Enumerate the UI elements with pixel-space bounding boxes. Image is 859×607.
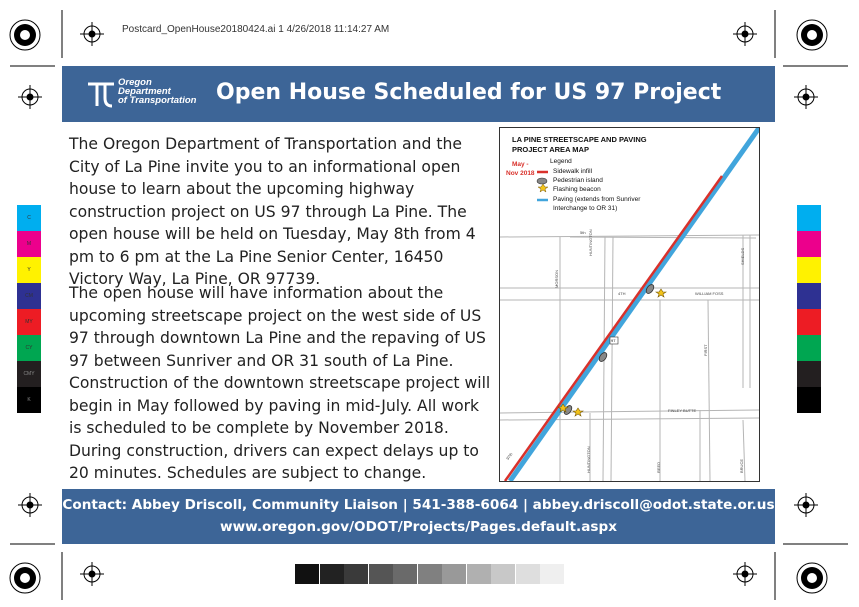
color-swatch bbox=[797, 205, 821, 231]
map-date-line: Nov 2018 bbox=[506, 170, 535, 177]
legend-title: Legend bbox=[550, 158, 572, 165]
gray-step bbox=[320, 564, 344, 584]
legend-item-beacon: Flashing beacon bbox=[553, 186, 601, 194]
street-label: SHIELDS bbox=[740, 247, 745, 265]
street-label: FINLEY BUTTE bbox=[668, 408, 697, 413]
street-label: HUNTINGTON bbox=[586, 446, 591, 473]
registration-target-icon bbox=[733, 22, 757, 46]
flashing-beacon-icon bbox=[656, 289, 666, 297]
gray-step bbox=[295, 564, 319, 584]
registration-target-icon bbox=[18, 493, 42, 517]
map-date-line: May - bbox=[511, 161, 529, 168]
intro-paragraph: The Oregon Department of Transportation and the City of La Pine invite you to an informational open house to learn about the upcoming highway construction project on US 97 through La Pine. The open house will be held on Tuesday, May 8th from 4 pm to 6 pm at the La Pine Senior Center, 16450 Victory Way, La Pine, OR 97739. bbox=[69, 135, 476, 288]
flashing-beacon-icon bbox=[573, 408, 583, 416]
page-title: Open House Scheduled for US 97 Project bbox=[216, 80, 722, 105]
header-band bbox=[62, 66, 775, 122]
contact-line: Contact: Abbey Driscoll, Community Liaison | 541-388-6064 | abbey.driscoll@odot.state.or.us bbox=[62, 497, 775, 513]
details-paragraph: The open house will have information about the upcoming streetscape project on the west side of US 97 through downtown La Pine and the repaving of US 97 between Sunriver and OR 31 south of La Pine. Construction of the downtown streetscape project will begin in May followed by paving in mid-July. All work is scheduled to be complete by November 2018. During construction, drivers can expect delays up to 20 minutes. Schedules are subject to change. bbox=[69, 284, 491, 482]
street-label: BRUCE bbox=[739, 458, 744, 473]
map-date bbox=[506, 160, 535, 178]
project-area-map bbox=[499, 127, 760, 482]
registration-target-icon bbox=[80, 22, 104, 46]
legend-item-island: Pedestrian island bbox=[553, 177, 603, 185]
color-swatch: CM bbox=[17, 283, 41, 309]
gray-step bbox=[540, 564, 564, 584]
street-label: MORSON bbox=[554, 270, 559, 288]
color-swatch bbox=[797, 283, 821, 309]
gray-step bbox=[491, 564, 515, 584]
gray-step bbox=[516, 564, 540, 584]
legend-island-icon bbox=[537, 178, 547, 184]
registration-target-icon bbox=[18, 85, 42, 109]
color-swatch: CY bbox=[17, 335, 41, 361]
street-label: FIRST bbox=[703, 344, 708, 356]
registration-target-icon bbox=[794, 85, 818, 109]
starburst-target-icon bbox=[797, 563, 827, 593]
color-swatch bbox=[797, 387, 821, 413]
color-swatch bbox=[797, 231, 821, 257]
color-swatch bbox=[797, 309, 821, 335]
gray-step bbox=[369, 564, 393, 584]
logo-line: Department bbox=[118, 86, 171, 97]
odot-logo-icon bbox=[84, 76, 118, 110]
street-label: 4TH bbox=[618, 291, 626, 296]
gray-step bbox=[393, 564, 417, 584]
color-swatch bbox=[797, 257, 821, 283]
street-label: REED bbox=[656, 461, 661, 473]
map-title bbox=[512, 135, 647, 155]
registration-target-icon bbox=[733, 562, 757, 586]
starburst-target-icon bbox=[10, 563, 40, 593]
logo-line: Oregon bbox=[118, 77, 152, 88]
color-swatch: K bbox=[17, 387, 41, 413]
logo-line: of Transportation bbox=[118, 95, 197, 106]
map-title-line: PROJECT AREA MAP bbox=[512, 145, 589, 154]
registration-target-icon bbox=[80, 562, 104, 586]
starburst-target-icon bbox=[10, 20, 40, 50]
legend-item-sidewalk: Sidewalk infill bbox=[553, 168, 593, 175]
registration-target-icon bbox=[794, 493, 818, 517]
map-title-line: LA PINE STREETSCAPE AND PAVING bbox=[512, 135, 647, 144]
color-swatch: Y bbox=[17, 257, 41, 283]
color-swatch: MY bbox=[17, 309, 41, 335]
street-label: HUNTINGTON bbox=[588, 229, 593, 256]
map-legend bbox=[553, 167, 640, 213]
gray-step bbox=[418, 564, 442, 584]
odot-logo-text bbox=[118, 78, 196, 105]
gray-step bbox=[467, 564, 491, 584]
street-label: WILLIAM FOSS bbox=[695, 291, 724, 296]
sidewalk-infill-line bbox=[505, 176, 722, 481]
contact-footer bbox=[62, 489, 775, 544]
gray-step bbox=[344, 564, 368, 584]
gray-step bbox=[442, 564, 466, 584]
color-swatch: M bbox=[17, 231, 41, 257]
starburst-target-icon bbox=[797, 20, 827, 50]
street-label: 97 bbox=[611, 338, 616, 343]
file-slug: Postcard_OpenHouse20180424.ai 1 4/26/2018 11:14:27 AM bbox=[122, 24, 390, 35]
color-swatch: CMY bbox=[17, 361, 41, 387]
legend-item-paving: Paving (extends from Sunriver bbox=[553, 195, 641, 203]
legend-item-paving-note: Interchange to OR 31) bbox=[553, 204, 618, 212]
color-swatch bbox=[797, 335, 821, 361]
street-label: 5th bbox=[580, 230, 586, 235]
legend-beacon-icon bbox=[538, 184, 548, 192]
website-line: www.oregon.gov/ODOT/Projects/Pages.default.aspx bbox=[220, 519, 617, 535]
color-swatch: C bbox=[17, 205, 41, 231]
street-label: 97th bbox=[505, 451, 514, 461]
color-swatch bbox=[797, 361, 821, 387]
